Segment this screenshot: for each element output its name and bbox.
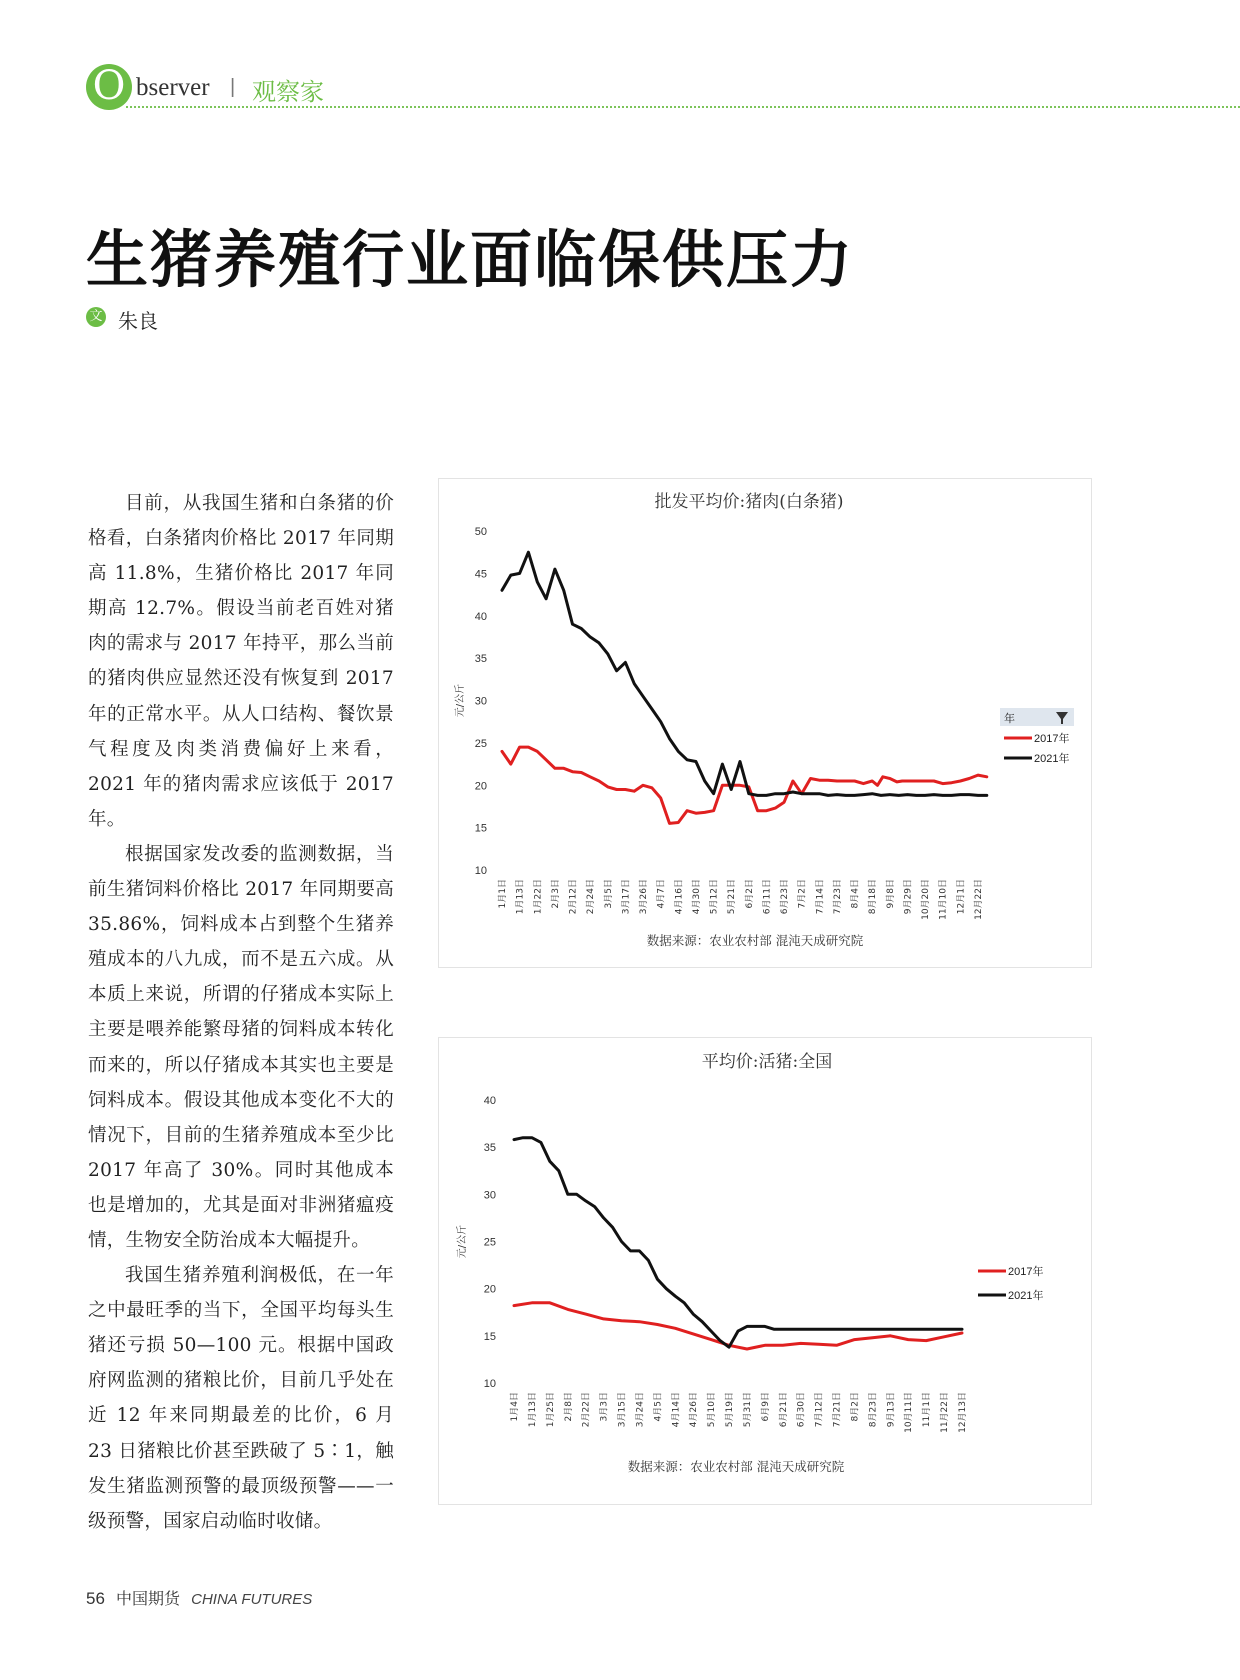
x-tick-label: 7月14日: [815, 879, 826, 915]
x-tick-label: 2月22日: [581, 1392, 592, 1428]
x-tick-label: 8月4日: [850, 879, 861, 909]
x-tick-label: 4月26日: [689, 1392, 700, 1428]
x-tick-label: 5月21日: [727, 879, 738, 915]
y-tick-label: 30: [483, 1189, 496, 1202]
x-tick-label: 9月8日: [885, 879, 896, 909]
legend-entry: 2021年: [1034, 753, 1070, 765]
page-number: 56: [86, 1589, 105, 1608]
y-tick-label: 35: [474, 653, 487, 666]
x-tick-label: 4月30日: [691, 879, 702, 915]
y-tick-label: 20: [483, 1283, 496, 1296]
x-tick-label: 11月10日: [938, 879, 949, 920]
observer-word: bserver: [136, 74, 210, 101]
x-tick-label: 8月18日: [868, 879, 879, 915]
x-tick-label: 2月12日: [568, 879, 579, 915]
author-icon: 文: [86, 307, 106, 327]
x-tick-label: 12月13日: [958, 1392, 968, 1433]
x-tick-label: 8月23日: [868, 1392, 879, 1428]
paragraph: 目前，从我国生猪和白条猪的价格看，白条猪肉价格比 2017 年同期高 11.8%，生猪价格比 2017 年同期高 12.7%。假设当前老百姓对猪肉的需求与 2017 年持平，那么当前的猪肉供应显然还没有恢复到 2017 年的正常水平。从人口结构、餐饮景气程度及肉类消费偏好上来看，2021 年的猪肉需求应该低于 2017 年。: [88, 493, 394, 830]
column-name: 观察家: [252, 78, 324, 106]
y-tick-label: 10: [474, 865, 487, 877]
y-tick-label: 30: [474, 695, 487, 708]
x-tick-label: 10月20日: [921, 879, 932, 920]
x-tick-label: 9月29日: [903, 879, 914, 915]
x-tick-label: 3月3日: [599, 1392, 610, 1422]
x-tick-label: 6月21日: [778, 1392, 789, 1428]
x-tick-label: 3月5日: [603, 879, 614, 909]
x-tick-label: 9月13日: [886, 1392, 897, 1428]
x-tick-label: 1月22日: [533, 879, 544, 915]
x-tick-label: 3月15日: [617, 1392, 628, 1428]
x-tick-label: 11月22日: [940, 1392, 951, 1433]
x-tick-label: 8月2日: [850, 1392, 861, 1422]
legend-header: 年: [1004, 712, 1015, 725]
chart-title: 平均价:活猪:全国: [701, 1052, 833, 1072]
x-tick-label: 1月4日: [510, 1392, 520, 1422]
x-tick-label: 4月7日: [656, 879, 667, 909]
x-tick-label: 7月12日: [814, 1392, 825, 1428]
y-tick-label: 25: [474, 737, 487, 750]
x-tick-label: 4月16日: [674, 879, 685, 915]
series-line-2017年: [502, 747, 987, 823]
header-separator: |: [230, 76, 236, 98]
chart-wholesale-pork: [438, 478, 1092, 968]
y-axis-label: 元/公斤: [457, 1224, 468, 1259]
x-tick-label: 5月31日: [742, 1392, 753, 1428]
chart-title: 批发平均价:猪肉(白条猪): [654, 492, 844, 512]
x-tick-label: 7月21日: [832, 1392, 843, 1428]
x-tick-label: 11月1日: [922, 1392, 933, 1428]
chart-source: 数据来源：农业农村部 混沌天成研究院: [627, 1459, 845, 1474]
series-line-2021年: [514, 1138, 962, 1348]
x-tick-label: 5月12日: [709, 879, 720, 915]
x-tick-label: 6月23日: [780, 879, 791, 915]
paragraph: 根据国家发改委的监测数据，当前生猪饲料价格比 2017 年同期要高 35.86%，饲料成本占到整个生猪养殖成本的八九成，而不是五六成。从本质上来说，所谓的仔猪成本实际上主要是喂养能繁母猪的饲料成本转化而来的，所以仔猪成本其实也主要是饲料成本。假设其他成本变化不大的情况下，目前的生猪养殖成本至少比 2017 年高了 30%。同时其他成本也是增加的，尤其是面对非洲猪瘟疫情，生物安全防治成本大幅提升。: [88, 843, 394, 1251]
y-tick-label: 35: [483, 1142, 496, 1155]
x-tick-label: 6月30日: [796, 1392, 807, 1428]
article-title: 生猪养殖行业面临保供压力: [86, 223, 855, 296]
y-tick-label: 20: [474, 780, 487, 793]
y-axis-label: 元/公斤: [455, 683, 466, 718]
chart-live-hog: [438, 1037, 1092, 1505]
x-tick-label: 10月11日: [904, 1392, 915, 1433]
x-tick-label: 1月13日: [527, 1392, 538, 1428]
x-tick-label: 2月24日: [586, 879, 597, 915]
series-line-2017年: [514, 1303, 962, 1349]
legend-entry: 2017年: [1034, 733, 1070, 745]
y-tick-label: 15: [483, 1330, 496, 1343]
x-tick-label: 3月26日: [639, 879, 650, 915]
x-tick-label: 1月1日: [498, 879, 508, 909]
y-tick-label: 15: [474, 822, 487, 835]
column-header: [86, 64, 1240, 116]
y-tick-label: 45: [474, 568, 487, 581]
legend-entry: 2017年: [1008, 1266, 1044, 1278]
x-tick-label: 3月17日: [621, 879, 632, 915]
x-tick-label: 6月11日: [762, 879, 773, 915]
x-tick-label: 6月9日: [760, 1392, 771, 1422]
x-tick-label: 7月2日: [797, 879, 808, 909]
paragraph: 我国生猪养殖利润极低，在一年之中最旺季的当下，全国平均每头生猪还亏损 50—100 元。根据中国政府网监测的猪粮比价，目前几乎处在近 12 年来同期最差的比价，6 月 23 日猪粮比价甚至跌破了 5∶1，触发生猪监测预警的最顶级预警——一级预警，国家启动临时收储。: [88, 1265, 394, 1532]
x-tick-label: 12月1日: [956, 879, 967, 915]
x-tick-label: 5月19日: [725, 1392, 736, 1428]
chart-source: 数据来源：农业农村部 混沌天成研究院: [646, 933, 864, 948]
magazine-name-en: CHINA FUTURES: [191, 1591, 313, 1608]
observer-logo: O: [86, 64, 132, 110]
x-tick-label: 6月2日: [744, 879, 755, 909]
x-tick-label: 4月5日: [653, 1392, 664, 1422]
legend-entry: 2021年: [1008, 1290, 1044, 1302]
header-dotted-rule: [126, 106, 1240, 108]
series-line-2021年: [502, 552, 987, 795]
x-tick-label: 5月10日: [707, 1392, 718, 1428]
y-tick-label: 50: [474, 526, 487, 538]
chart-svg: [439, 1038, 1091, 1504]
magazine-name: 中国期货: [116, 1589, 181, 1608]
article-body: [88, 486, 394, 1539]
x-tick-label: 1月25日: [545, 1392, 556, 1428]
y-tick-label: 40: [483, 1095, 496, 1107]
author-name: 朱良: [118, 309, 158, 333]
x-tick-label: 2月3日: [550, 879, 561, 909]
x-tick-label: 12月22日: [974, 879, 984, 920]
page-footer: [86, 1586, 312, 1609]
y-tick-label: 40: [474, 610, 487, 623]
y-tick-label: 10: [483, 1378, 496, 1390]
x-tick-label: 1月13日: [515, 879, 526, 915]
y-tick-label: 25: [483, 1236, 496, 1249]
x-tick-label: 4月14日: [671, 1392, 682, 1428]
x-tick-label: 3月24日: [635, 1392, 646, 1428]
x-tick-label: 7月23日: [832, 879, 843, 915]
x-tick-label: 2月8日: [563, 1392, 574, 1422]
chart-svg: [439, 479, 1091, 967]
